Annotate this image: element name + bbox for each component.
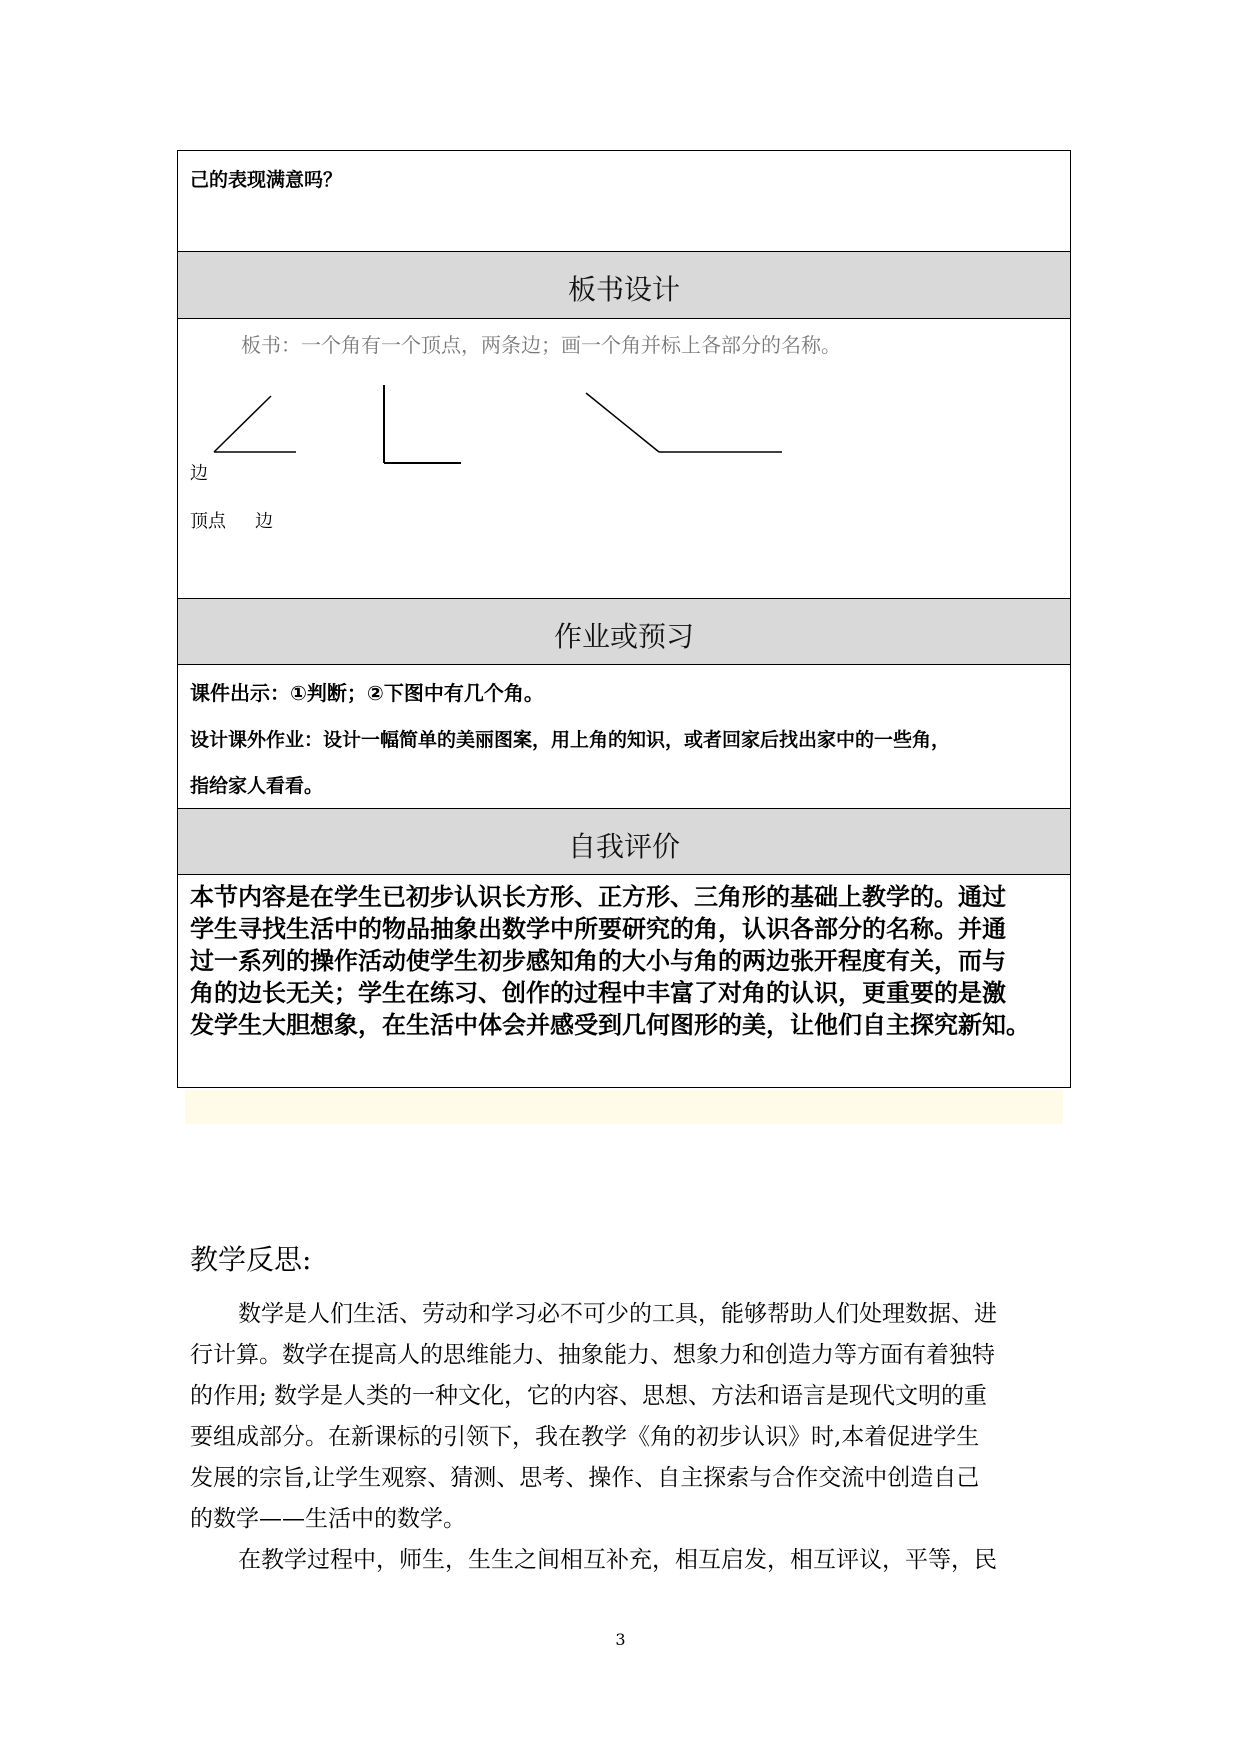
section-title: 作业或预习 (553, 620, 694, 653)
homework-line: 课件出示：①判断；②下图中有几个角。 (190, 681, 544, 705)
reflection-body (190, 1294, 1070, 1581)
homework-line: 指给家人看看。 (190, 775, 324, 797)
paragraph-line: 要组成部分。在新课标的引领下，我在教学《角的初步认识》时,本着促进学生 (190, 1424, 980, 1450)
homework-line: 设计课外作业：设计一幅简单的美丽图案，用上角的知识，或者回家后找出家中的一些角， (190, 729, 951, 751)
self-evaluation-text (190, 881, 1060, 1041)
angle-diagram-1 (214, 396, 296, 452)
paragraph-line: 过一系列的操作活动使学生初步感知角的大小与角的两边张开程度有关，而与 (190, 947, 1006, 975)
self-evaluation-header (178, 808, 1070, 874)
paragraph-line: 角的边长无关；学生在练习、创作的过程中丰富了对角的认识，更重要的是激 (190, 979, 1006, 1007)
self-evaluation-content (178, 874, 1070, 1089)
row-text: 己的表现满意吗？ (190, 169, 343, 191)
paragraph-line: 在教学过程中，师生，生生之间相互补充，相互启发，相互评议，平等，民 (238, 1547, 997, 1573)
section-title: 自我评价 (567, 830, 680, 863)
angle-diagram-3 (586, 393, 782, 452)
side-label: 边 (190, 463, 208, 484)
paragraph-line: 的数学——生活中的数学。 (190, 1506, 466, 1532)
reflection-title: 教学反思: (190, 1243, 312, 1276)
page-number: 3 (615, 1630, 626, 1649)
paragraph-line: 的作用; 数学是人类的一种文化，它的内容、思想、方法和语言是现代文明的重 (190, 1383, 988, 1409)
board-design-content (178, 318, 1070, 598)
paragraph-line: 行计算。数学在提高人的思维能力、抽象能力、想象力和创造力等方面有着独特 (190, 1342, 995, 1368)
vertex-label: 顶点 (190, 511, 226, 532)
paragraph-line: 学生寻找生活中的物品抽象出数学中所要研究的角，认识各部分的名称。并通 (190, 915, 1006, 943)
angle-diagrams (178, 319, 1070, 599)
section-title: 板书设计 (567, 273, 680, 306)
homework-content (178, 664, 1070, 808)
homework-header (178, 598, 1070, 664)
board-text: 板书：一个角有一个顶点，两条边；画一个角并标上各部分的名称。 (241, 333, 841, 357)
lesson-plan-table (177, 150, 1071, 1088)
decorative-band (185, 1090, 1063, 1124)
paragraph-line: 数学是人们生活、劳动和学习必不可少的工具，能够帮助人们处理数据、进 (238, 1301, 997, 1327)
side-label-2: 边 (255, 511, 273, 532)
board-design-header (178, 251, 1070, 318)
paragraph-line: 发展的宗旨,让学生观察、猜测、思考、操作、自主探索与合作交流中创造自己 (190, 1465, 980, 1491)
table-row (178, 151, 1070, 251)
paragraph-line: 本节内容是在学生已初步认识长方形、正方形、三角形的基础上教学的。通过 (190, 883, 1006, 911)
paragraph-line: 发学生大胆想象，在生活中体会并感受到几何图形的美，让他们自主探究新知。 (190, 1011, 1030, 1039)
angle-diagram-2 (384, 385, 461, 463)
